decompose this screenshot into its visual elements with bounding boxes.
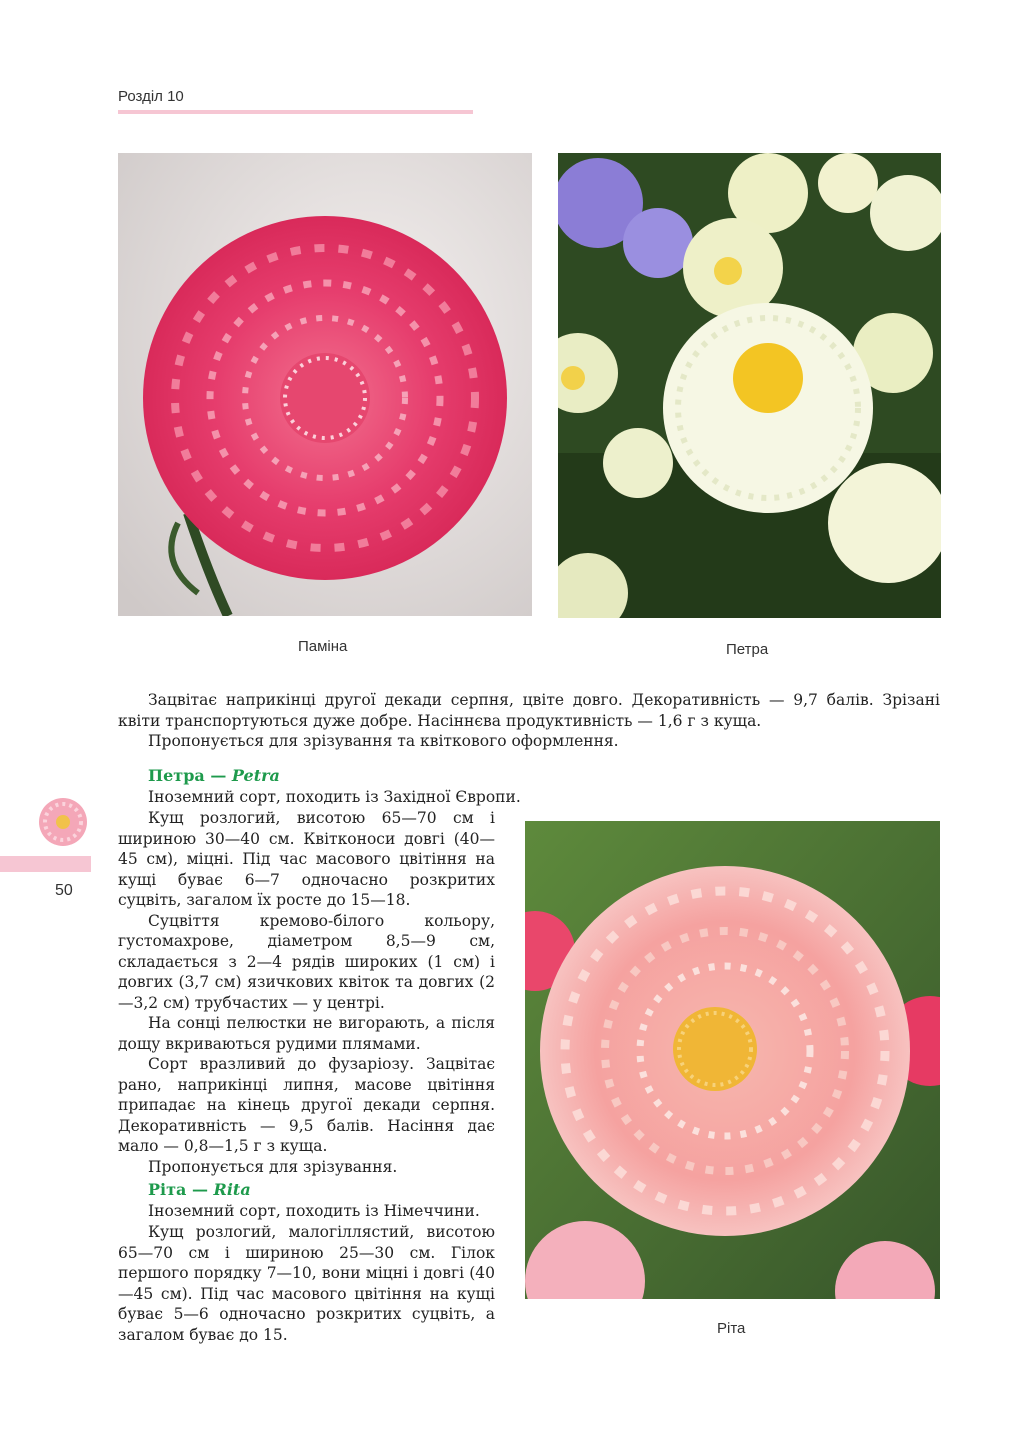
petra-paragraph: Кущ розлогий, висотою 65—70 см і шириною 30—40 см. Квітконоси довгі (40—45 см), міцні. Під час масового цвітіння на кущі буває 6—7 одночасно розкритих суцвіть, загалом їх росте до 15—18. [118, 809, 495, 909]
petra-paragraph: Пропонується для зрізування. [148, 1157, 398, 1176]
rita-origin-text: Іноземний сорт, походить із Німеччини. [148, 1202, 480, 1220]
petra-origin [118, 787, 538, 808]
rita-heading-latin: Rita [213, 1180, 251, 1199]
side-bar [0, 856, 91, 872]
photo-petra [558, 153, 941, 618]
caption-petra: Петра [726, 641, 769, 658]
rita-paragraph: Кущ розлогий, малогіллястий, висотою 65—70 см і шириною 25—30 см. Гілок першого порядку 7—10, вони міцні і довгі (40—45 см). Під час масового цвітіння на кущі буває 5—6 одночасно розкритих суцвіть, а загалом буває до 15. [118, 1223, 495, 1344]
petra-paragraph: На сонці пелюстки не вигорають, а після дощу вкриваються рудими плямами. [118, 1014, 495, 1053]
rita-heading-ua: Ріта — [148, 1180, 208, 1199]
intro-paragraph: Зацвітає наприкінці другої декади серпня, цвіте довго. Декоративність — 9,7 балів. Зрізані квіти транспортуються дуже добре. Насіннєва продуктивність — 1,6 г з куща. [118, 691, 940, 730]
petra-paragraph: Сорт вразливий до фузаріозу. Зацвітає рано, наприкінці липня, масове цвітіння припадає на кінець другої декади серпня. Декоративність — 9,5 балів. Насіння дає мало — 0,8—1,5 г з куща. [118, 1055, 495, 1155]
caption-rita: Ріта [717, 1320, 746, 1337]
petra-heading [148, 766, 280, 785]
intro-text [118, 690, 940, 752]
photo-pamina [118, 153, 532, 616]
photo-rita [525, 821, 940, 1299]
caption-pamina: Паміна [298, 638, 348, 655]
petra-paragraph: Суцвіття кремово-білого кольору, густомахрове, діаметром 8,5—9 см, складається з 2—4 рядів широких (1 см) і довгих (3,7 см) язичкових квіток та довгих (2—3,2 см) трубчастих — у центрі. [118, 911, 495, 1012]
side-flower-icon [34, 796, 92, 848]
rita-text [118, 1222, 495, 1345]
petra-text [118, 808, 495, 1177]
section-header: Розділ 10 [118, 88, 184, 105]
page-number: 50 [55, 882, 73, 899]
rita-heading [148, 1180, 251, 1199]
rita-origin [118, 1201, 538, 1222]
petra-origin-text: Іноземний сорт, походить із Західної Європи. [148, 788, 521, 806]
petra-heading-latin: Petra [231, 766, 280, 785]
petra-heading-ua: Петра — [148, 766, 227, 785]
intro-paragraph: Пропонується для зрізування та квіткового оформлення. [148, 732, 619, 750]
header-rule [118, 110, 473, 114]
